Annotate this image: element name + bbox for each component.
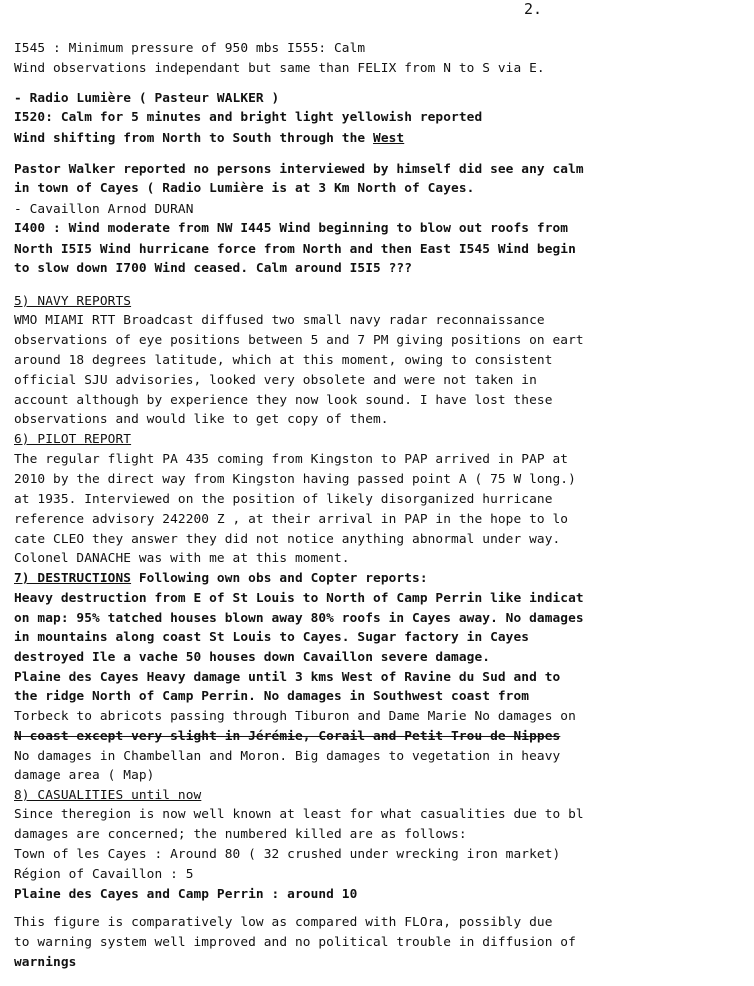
underlined-word: West: [373, 131, 405, 146]
text-line: I545 : Minimum pressure of 950 mbs I555: Calm: [14, 41, 366, 56]
text-line: [14, 130, 754, 148]
text-line: Région of Cavaillon : 5: [14, 867, 194, 882]
text-line: Town of les Cayes : Around 80 ( 32 crushed under wrecking iron market): [14, 847, 561, 862]
text-line: around 18 degrees latitude, which at this moment, owing to consistent: [14, 353, 553, 368]
text-line: cate CLEO they answer they did not notice anything abnormal under way.: [14, 532, 561, 547]
text-line: WMO MIAMI RTT Broadcast diffused two small navy radar reconnaissance: [14, 313, 545, 328]
text-span: Wind shifting from North to South through the: [14, 131, 374, 146]
text-line: the ridge North of Camp Perrin. No damages in Southwest coast from: [14, 689, 530, 704]
text-line: - Cavaillon Arnod DURAN: [14, 202, 194, 217]
text-line: to slow down I700 Wind ceased. Calm around I5I5 ???: [14, 261, 413, 276]
text-line: Since theregion is now well known at least for what casualities due to bl: [14, 807, 584, 822]
text-line: Colonel DANACHE was with me at this moment.: [14, 551, 350, 566]
text-line: Wind observations independant but same than FELIX from N to S via E.: [14, 61, 545, 76]
section-heading: 6) PILOT REPORT: [14, 432, 132, 447]
text-line: in mountains along coast St Louis to Cayes. Sugar factory in Cayes: [14, 630, 530, 645]
text-line: [14, 570, 754, 588]
page-number: 2.: [524, 0, 543, 18]
text-line: in town of Cayes ( Radio Lumière is at 3 Km North of Cayes.: [14, 181, 475, 196]
text-line: I400 : Wind moderate from NW I445 Wind beginning to blow out roofs from: [14, 221, 569, 236]
section-heading: 8) CASUALITIES until now: [14, 788, 202, 803]
text-line: Heavy destruction from E of St Louis to North of Camp Perrin like indicat: [14, 591, 584, 606]
text-line: Plaine des Cayes and Camp Perrin : around 10: [14, 887, 358, 902]
text-line: observations of eye positions between 5 and 7 PM giving positions on eart: [14, 333, 584, 348]
text-line: on map: 95% tatched houses blown away 80% roofs in Cayes away. No damages: [14, 611, 584, 626]
text-line: North I5I5 Wind hurricane force from North and then East I545 Wind begin: [14, 242, 576, 257]
text-line: I520: Calm for 5 minutes and bright light yellowish reported: [14, 110, 483, 125]
text-line: warnings: [14, 955, 77, 970]
text-line: Torbeck to abricots passing through Tiburon and Dame Marie No damages on: [14, 709, 576, 724]
text-line: destroyed Ile a vache 50 houses down Cavaillon severe damage.: [14, 650, 491, 665]
text-line: Plaine des Cayes Heavy damage until 3 kms West of Ravine du Sud and to: [14, 670, 561, 685]
text-line: to warning system well improved and no political trouble in diffusion of: [14, 935, 576, 950]
section-heading: 5) NAVY REPORTS: [14, 294, 132, 309]
text-line: at 1935. Interviewed on the position of likely disorganized hurricane: [14, 492, 553, 507]
text-line: reference advisory 242200 Z , at their arrival in PAP in the hope to lo: [14, 512, 569, 527]
text-span: Following own obs and Copter reports:: [131, 571, 428, 586]
text-line: - Radio Lumière ( Pasteur WALKER ): [14, 91, 280, 106]
text-line: account although by experience they now look sound. I have lost these: [14, 393, 553, 408]
text-line: No damages in Chambellan and Moron. Big damages to vegetation in heavy: [14, 749, 561, 764]
text-line: N coast except very slight in Jérémie, Corail and Petit Trou de Nippes: [14, 729, 561, 744]
text-line: 2010 by the direct way from Kingston having passed point A ( 75 W long.): [14, 472, 576, 487]
text-line: This figure is comparatively low as compared with FLOra, possibly due: [14, 915, 553, 930]
text-line: damages are concerned; the numbered killed are as follows:: [14, 827, 467, 842]
text-line: official SJU advisories, looked very obsolete and were not taken in: [14, 373, 537, 388]
text-line: The regular flight PA 435 coming from Kingston to PAP arrived in PAP at: [14, 452, 569, 467]
section-heading: 7) DESTRUCTIONS: [14, 571, 132, 586]
text-line: Pastor Walker reported no persons interviewed by himself did see any calm: [14, 162, 584, 177]
text-line: damage area ( Map): [14, 768, 155, 783]
text-line: observations and would like to get copy of them.: [14, 412, 389, 427]
